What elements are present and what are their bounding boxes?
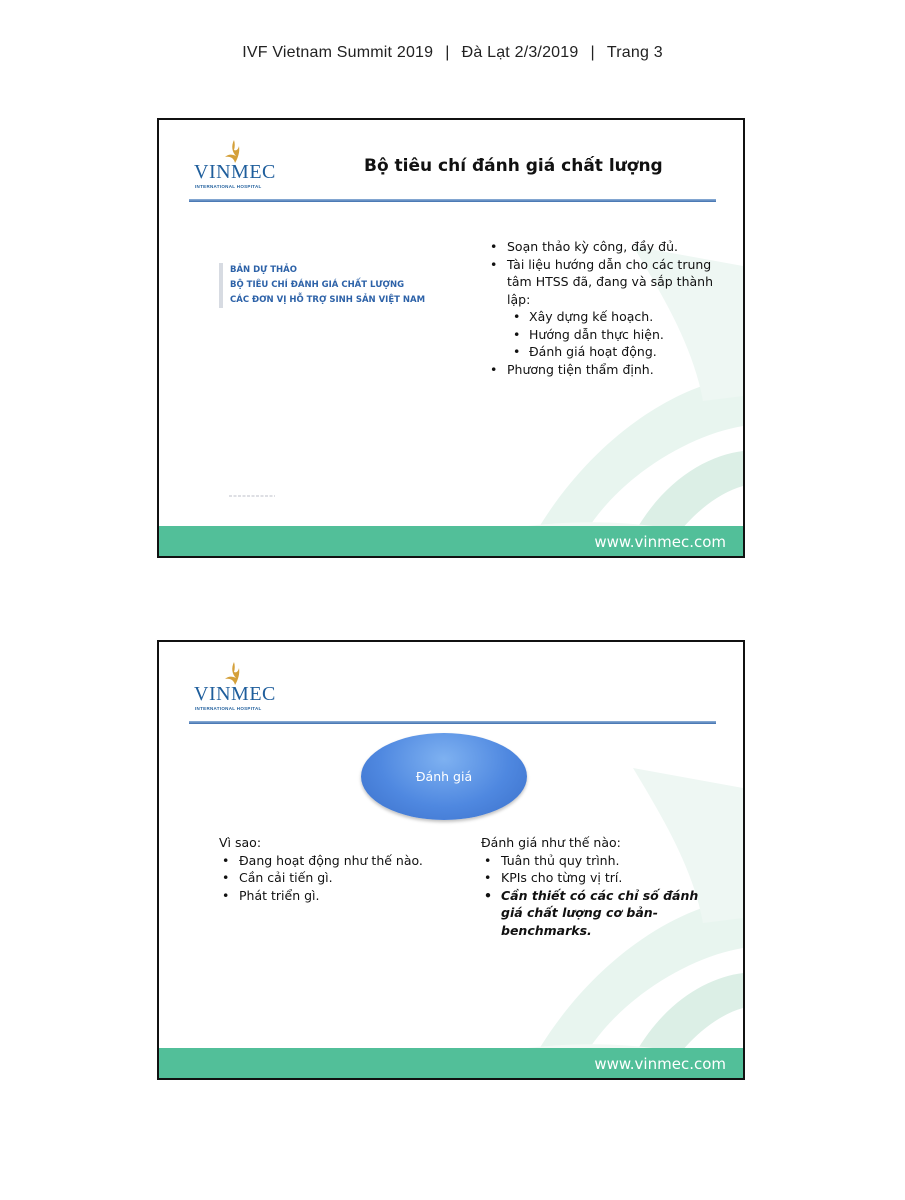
draft-line: BẢN DỰ THẢO bbox=[230, 265, 297, 275]
ellipse-label: Đánh giá bbox=[415, 769, 473, 784]
sub-bullet-item: • Xây dựng kế hoạch. bbox=[487, 308, 717, 326]
draft-line: BỘ TIÊU CHÍ ĐÁNH GIÁ CHẤT LƯỢNG bbox=[230, 280, 405, 290]
header-separator: | bbox=[445, 44, 450, 61]
bullet-item: • Phát triển gì. bbox=[219, 887, 449, 905]
page-header bbox=[0, 44, 905, 62]
footer-url: www.vinmec.com bbox=[594, 1055, 726, 1073]
bullet-item: • Tài liệu hướng dẫn cho các trung tâm HTSS đã, đang và sắp thành lập: bbox=[487, 256, 717, 309]
bullet-item: • Đang hoạt động như thế nào. bbox=[219, 852, 449, 870]
header-rule bbox=[189, 199, 716, 202]
evaluation-ellipse bbox=[361, 733, 527, 820]
event-name: IVF Vietnam Summit 2019 bbox=[242, 44, 434, 61]
sub-bullet-item: • Hướng dẫn thực hiện. bbox=[487, 326, 717, 344]
page-number: Trang 3 bbox=[606, 44, 663, 61]
bullet-item: • KPIs cho từng vị trí. bbox=[481, 869, 711, 887]
logo-subtitle: INTERNATIONAL HOSPITAL bbox=[195, 706, 262, 711]
bullet-item: • Phương tiện thẩm định. bbox=[487, 361, 717, 379]
slide-2 bbox=[157, 640, 745, 1080]
tiny-note-scribble bbox=[229, 494, 275, 498]
slide-1 bbox=[157, 118, 745, 558]
vinmec-logo bbox=[194, 138, 284, 198]
bullet-item: • Cần cải tiến gì. bbox=[219, 869, 449, 887]
why-column bbox=[219, 834, 449, 904]
how-column bbox=[481, 834, 711, 939]
slide-title: Bộ tiêu chí đánh giá chất lượng bbox=[364, 156, 663, 176]
place-date: Đà Lạt 2/3/2019 bbox=[461, 44, 579, 61]
bullet-item: • Soạn thảo kỳ công, đầy đủ. bbox=[487, 238, 717, 256]
slide1-bullet-list bbox=[487, 238, 717, 378]
emphasized-bullet-item: • Cần thiết có các chỉ số đánh giá chất lượng cơ bản- benchmarks. bbox=[481, 887, 711, 940]
vinmec-logo bbox=[194, 660, 284, 720]
header-rule bbox=[189, 721, 716, 724]
logo-wordmark: VINMEC bbox=[194, 683, 276, 705]
bullet-item: • Tuân thủ quy trình. bbox=[481, 852, 711, 870]
sub-bullet-item: • Đánh giá hoạt động. bbox=[487, 343, 717, 361]
logo-subtitle: INTERNATIONAL HOSPITAL bbox=[195, 184, 262, 189]
how-heading: Đánh giá như thế nào: bbox=[481, 835, 621, 850]
draft-document-cover bbox=[219, 263, 425, 308]
logo-wordmark: VINMEC bbox=[194, 161, 276, 183]
tiny-note-mark bbox=[229, 494, 275, 499]
why-heading: Vì sao: bbox=[219, 835, 262, 850]
footer-url: www.vinmec.com bbox=[594, 533, 726, 551]
header-separator: | bbox=[590, 44, 595, 61]
draft-line: CÁC ĐƠN VỊ HỖ TRỢ SINH SẢN VIỆT NAM bbox=[230, 295, 426, 305]
